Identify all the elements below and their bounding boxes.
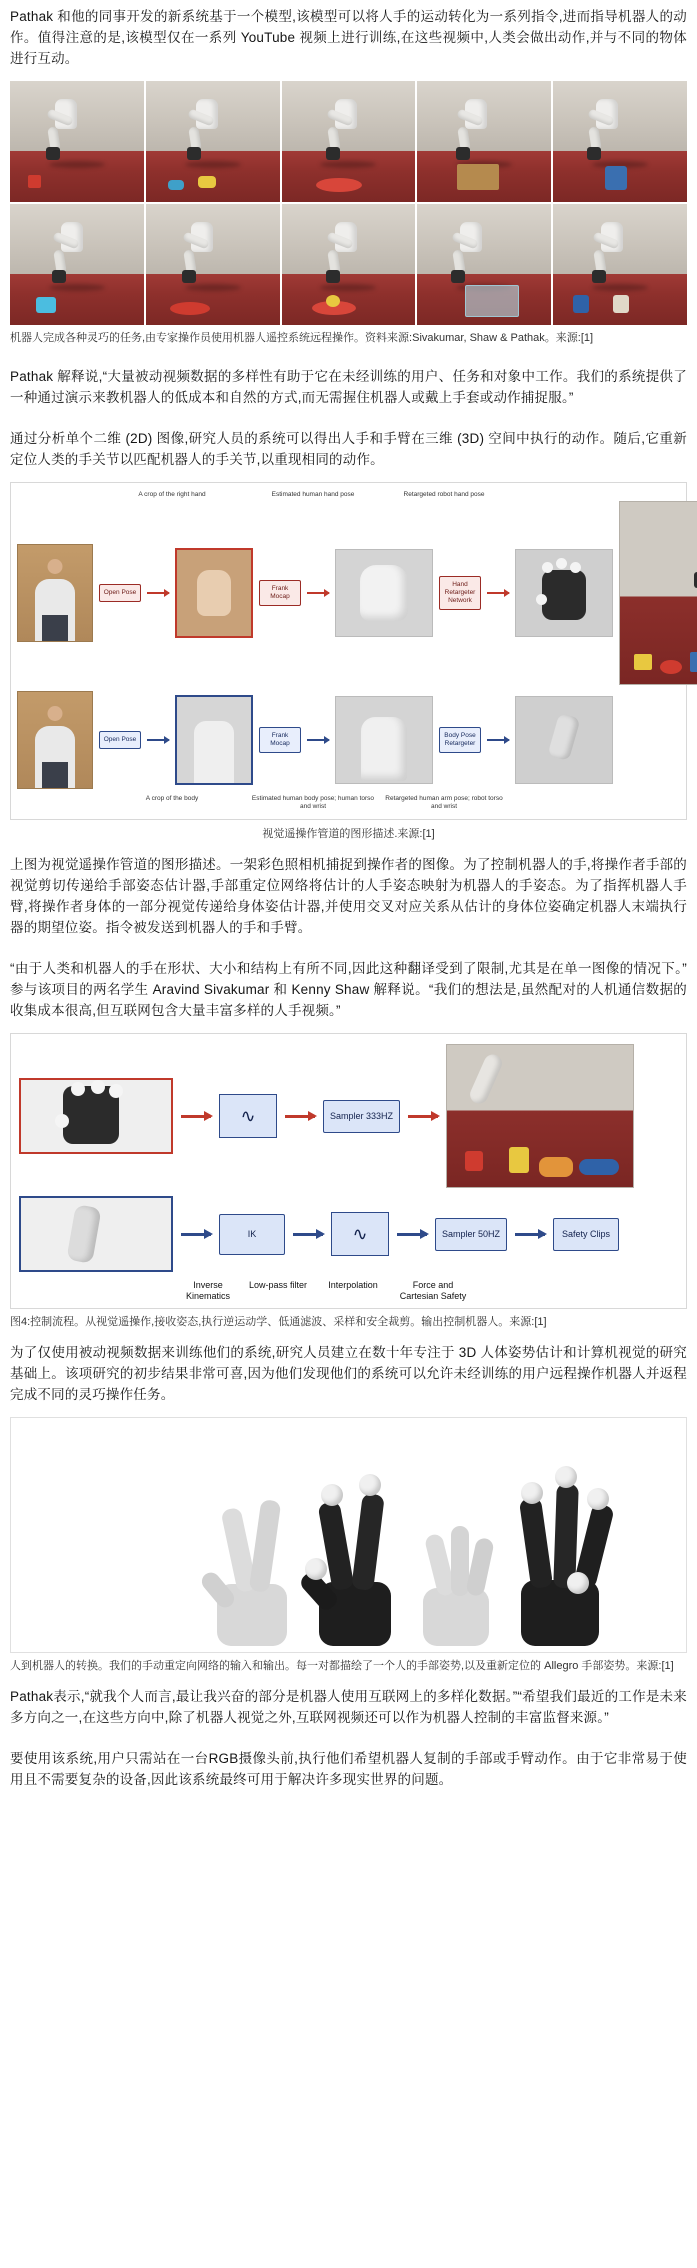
human-hand-1 — [209, 1476, 301, 1646]
arrow-icon — [181, 1233, 211, 1236]
robot-output-scene — [446, 1044, 634, 1188]
pipeline-diagram — [10, 482, 687, 820]
figure-hand-retargeting — [10, 1417, 687, 1674]
operator-photo — [17, 544, 93, 642]
low-pass-filter-icon-top: ∿ — [219, 1094, 277, 1138]
label-force-cartesian-safety: Force and Cartesian Safety — [399, 1280, 467, 1301]
retargeted-robot-hand-image — [515, 549, 613, 637]
figure-4-caption: 图4:控制流程。从视觉遥操作,接收姿态,执行逆运动学、低通滤波、采样和安全裁剪。输出控制机器人。来源:[1] — [10, 1316, 547, 1328]
paragraph-2: Pathak 解释说,“大量被动视频数据的多样性有助于它在未经训练的用户、任务和对象中工作。我们的系统提供了一种通过演示来教机器人的低成本和自然的方式,而无需握住机器人或戴上手套或动作捕捉服。” — [10, 369, 687, 405]
robot-scene-image — [619, 501, 697, 685]
photo-grid — [10, 81, 687, 325]
label-interpolation: Interpolation — [328, 1280, 378, 1290]
control-flow-diagram — [10, 1033, 687, 1309]
flow-row-hand — [19, 1044, 678, 1188]
label-inverse-kinematics: Inverse Kinematics — [185, 1280, 230, 1301]
pipeline-label-hand-crop: A crop of the right hand — [138, 491, 206, 498]
safety-clips-box: Safety Clips — [553, 1218, 619, 1251]
pipeline-label-retargeted-arm: Retargeted human arm pose; robot torso and wrist — [385, 795, 503, 810]
figure-5-caption: 人到机器人的转换。我们的手动重定向网络的输入和输出。每一对都描绘了一个人的手部姿势,以及重新定位的 Allegro 手部姿势。来源:[1] — [10, 1660, 674, 1672]
hand-pairs-image — [10, 1417, 687, 1653]
estimated-body-pose-image — [335, 696, 433, 784]
arrow-icon — [487, 739, 509, 741]
robot-hand-1 — [309, 1466, 405, 1646]
arrow-icon — [307, 592, 329, 594]
arrow-icon — [285, 1115, 315, 1118]
arrow-icon — [293, 1233, 323, 1236]
arrow-icon — [397, 1233, 427, 1236]
photo-cell — [282, 81, 416, 202]
pipeline-row-body — [17, 691, 680, 789]
paragraph-6: 为了仅使用被动视频数据来训练他们的系统,研究人员建立在数十年专注于 3D 人体姿势估计和计算机视觉的研究基础上。该项研究的初步结果非常可喜,因为他们发现他们的系统可以允许未经训练的用户远程操作机器人并返程完成不同的灵巧操作任务。 — [10, 1345, 687, 1402]
retargeted-robot-arm-image — [515, 696, 613, 784]
arrow-icon — [487, 592, 509, 594]
pipeline-label-retargeted-hand: Retargeted robot hand pose — [403, 491, 485, 498]
robot-hand-2 — [511, 1466, 621, 1646]
operator-photo-body — [17, 691, 93, 789]
body-crop-image — [175, 695, 253, 785]
pipeline-label-body-crop: A crop of the body — [145, 795, 199, 802]
photo-cell — [282, 204, 416, 325]
paragraph-1: Pathak 和他的同事开发的新系统基于一个模型,该模型可以将人手的运动转化为一系列指令,进而指导机器人的动作。值得注意的是,该模型仅在一系列 YouTube 视频上进行训练,在这些视频中,人类会做出动作,并与不同的物体进行互动。 — [10, 9, 687, 66]
hand-crop-image — [175, 548, 253, 638]
arrow-icon — [408, 1115, 438, 1118]
photo-cell — [553, 204, 687, 325]
ik-box: IK — [219, 1214, 285, 1255]
photo-cell — [417, 81, 551, 202]
arm-mesh-image — [19, 1196, 173, 1272]
photo-cell — [10, 204, 144, 325]
human-hand-2 — [415, 1496, 507, 1646]
photo-cell — [553, 81, 687, 202]
sampler-333-box: Sampler 333HZ — [323, 1100, 400, 1133]
pipeline-label-body-pose: Estimated human body pose; human torso and wrist — [251, 795, 375, 810]
photo-cell — [146, 204, 280, 325]
figure-robot-task-grid — [10, 81, 687, 346]
paragraph-8: 要使用该系统,用户只需站在一台RGB摄像头前,执行他们希望机器人复制的手部或手臂动作。由于它非常易于使用且不需要复杂的设备,因此该系统最终可用于解决许多现实世界的问题。 — [10, 1751, 687, 1787]
label-low-pass-filter: Low-pass filter — [248, 1280, 308, 1290]
figure-control-flow — [10, 1033, 687, 1330]
pipeline-label-hand-pose: Estimated human hand pose — [271, 491, 355, 498]
estimated-hand-pose-image — [335, 549, 433, 637]
hand-retargeter-box: Hand Retargeter Network — [439, 576, 481, 610]
pipeline-row-hand — [17, 501, 680, 685]
low-pass-filter-icon-bottom: ∿ — [331, 1212, 389, 1256]
openpose-box-hand: Open Pose — [99, 584, 141, 602]
arrow-icon — [307, 739, 329, 741]
arrow-icon — [147, 592, 169, 594]
flow-row-arm — [19, 1196, 678, 1272]
paragraph-5: “由于人类和机器人的手在形状、大小和结构上有所不同,因此这种翻译受到了限制,尤其是在单一图像的情况下。” 参与该项目的两名学生 Aravind Sivakumar 和 Kenny Shaw 解释说。“我们的想法是,虽然配对的人机通信数据的收集成本很高,但互联网包含大量丰富多样的人手视频。” — [10, 961, 687, 1018]
photo-cell — [417, 204, 551, 325]
paragraph-3: 通过分析单个二维 (2D) 图像,研究人员的系统可以得出人手和手臂在三维 (3D) 空间中执行的动作。随后,它重新定位人类的手关节以匹配机器人的手关节,以重现相同的动作。 — [10, 431, 687, 467]
frankmocap-box-hand: Frank Mocap — [259, 580, 301, 606]
arrow-icon — [147, 739, 169, 741]
figure-teleop-pipeline — [10, 482, 687, 842]
frankmocap-box-body: Frank Mocap — [259, 727, 301, 753]
paragraph-4: 上图为视觉遥操作管道的图形描述。一架彩色照相机捕捉到操作者的图像。为了控制机器人的手,将操作者手部的视觉剪切传递给手部姿态估计器,手部重定位网络将估计的人手姿态映射为机器人的手姿态。为了指挥机器人手臂,将操作者身体的一部分视觉传递给身体姿估计器,并使用交叉对应关系从估计的身体位姿确定机器人末端执行器的期望位姿。指令被发送到机器人的手和手臂。 — [10, 857, 687, 935]
paragraph-7: Pathak表示,“就我个人而言,最让我兴奋的部分是机器人使用互联网上的多样化数据。”“希望我们最近的工作是未来多方向之一,在这些方向中,除了机器人视觉之外,互联网视频还可以作为机器人控制的丰富监督来源。” — [10, 1689, 687, 1725]
flow-label-row — [177, 1280, 678, 1302]
arrow-icon — [181, 1115, 211, 1118]
arrow-icon — [515, 1233, 545, 1236]
figure-1-caption: 机器人完成各种灵巧的任务,由专家操作员使用机器人遥控系统远程操作。资料来源:Sivakumar, Shaw & Pathak。来源:[1] — [10, 332, 594, 344]
photo-cell — [10, 81, 144, 202]
hand-mesh-image — [19, 1078, 173, 1154]
figure-2-caption: 视觉遥操作管道的图形描述.来源:[1] — [262, 828, 435, 840]
sampler-50-box: Sampler 50HZ — [435, 1218, 507, 1251]
body-retargeter-box: Body Pose Retargeter — [439, 727, 481, 753]
photo-cell — [146, 81, 280, 202]
openpose-box-body: Open Pose — [99, 731, 141, 749]
